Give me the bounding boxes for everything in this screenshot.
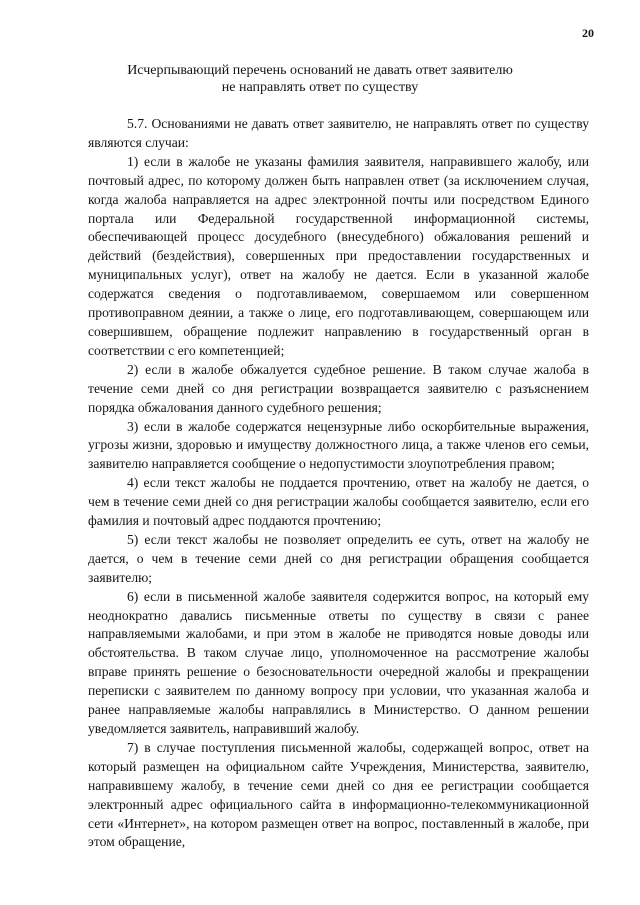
paragraph-case-1: 1) если в жалобе не указаны фамилия заявителя, направившего жалобу, или почтовый адрес, по которому должен быть направлен ответ (за исключением случая, когда жалоба направляется на адрес электронной почты или посредством Единого портала или Федеральной государственной информационной системы, обеспечивающей процесс досудебного (внесудебного) обжалования решений и действий (бездействия), совершенных при предоставлении государственных и муниципальных услуг), ответ на жалобу не дается. Если в указанной жалобе содержатся сведения о подготавливаемом, совершаемом или совершенном противоправном деянии, а также о лице, его подготавливающем, совершающем или совершившем, обращение подлежит направлению в государственный орган в соответствии с его компетенцией; <box>88 153 589 358</box>
document-body <box>88 115 589 852</box>
page-number: 20 <box>582 26 594 40</box>
heading-line-1: Исчерпывающий перечень оснований не давать ответ заявителю <box>127 63 513 78</box>
paragraph-case-6: 6) если в письменной жалобе заявителя содержится вопрос, на который ему неоднократно давались письменные ответы по существу в связи с ранее направляемыми жалобами, и при этом в жалобе не приводятся новые доводы или обстоятельства. В таком случае лицо, уполномоченное на рассмотрение жалобы вправе принять решение о безосновательности очередной жалобы и прекращении переписки с заявителем по данному вопросу при условии, что указанная жалоба и ранее направляемые жалобы направлялись в Министерство. О данном решении уведомляется заявитель, направивший жалобу. <box>88 588 589 736</box>
heading-line-2: не направлять ответ по существу <box>221 80 419 95</box>
paragraph-5-7-intro: 5.7. Основаниями не давать ответ заявителю, не направлять ответ по существу являются случаи: <box>88 116 589 150</box>
section-heading <box>90 62 550 96</box>
paragraph-case-4: 4) если текст жалобы не поддается прочтению, ответ на жалобу не дается, о чем в течение семи дней со дня регистрации жалобы сообщается заявителю, если его фамилия и почтовый адрес поддаются прочтению; <box>88 475 589 529</box>
paragraph-case-3: 3) если в жалобе содержатся нецензурные либо оскорбительные выражения, угрозы жизни, здоровью и имуществу должностного лица, а также членов его семьи, заявителю направляется сообщение о недопустимости злоупотребления правом; <box>88 418 589 472</box>
paragraph-case-2: 2) если в жалобе обжалуется судебное решение. В таком случае жалоба в течение семи дней со дня регистрации возвращается заявителю с разъяснением порядка обжалования данного судебного решения; <box>88 361 589 415</box>
paragraph-case-5: 5) если текст жалобы не позволяет определить ее суть, ответ на жалобу не дается, о чем в течение семи дней со дня регистрации обращения сообщается заявителю; <box>88 531 589 585</box>
paragraph-case-7: 7) в случае поступления письменной жалобы, содержащей вопрос, ответ на который размещен на официальном сайте Учреждения, Министерства, заявителю, направившему жалобу, в течение семи дней со дня ее регистрации сообщается электронный адрес официального сайта в информационно-телекоммуникационной сети «Интернет», на котором размещен ответ на вопрос, поставленный в жалобе, при этом обращение, <box>88 739 589 850</box>
